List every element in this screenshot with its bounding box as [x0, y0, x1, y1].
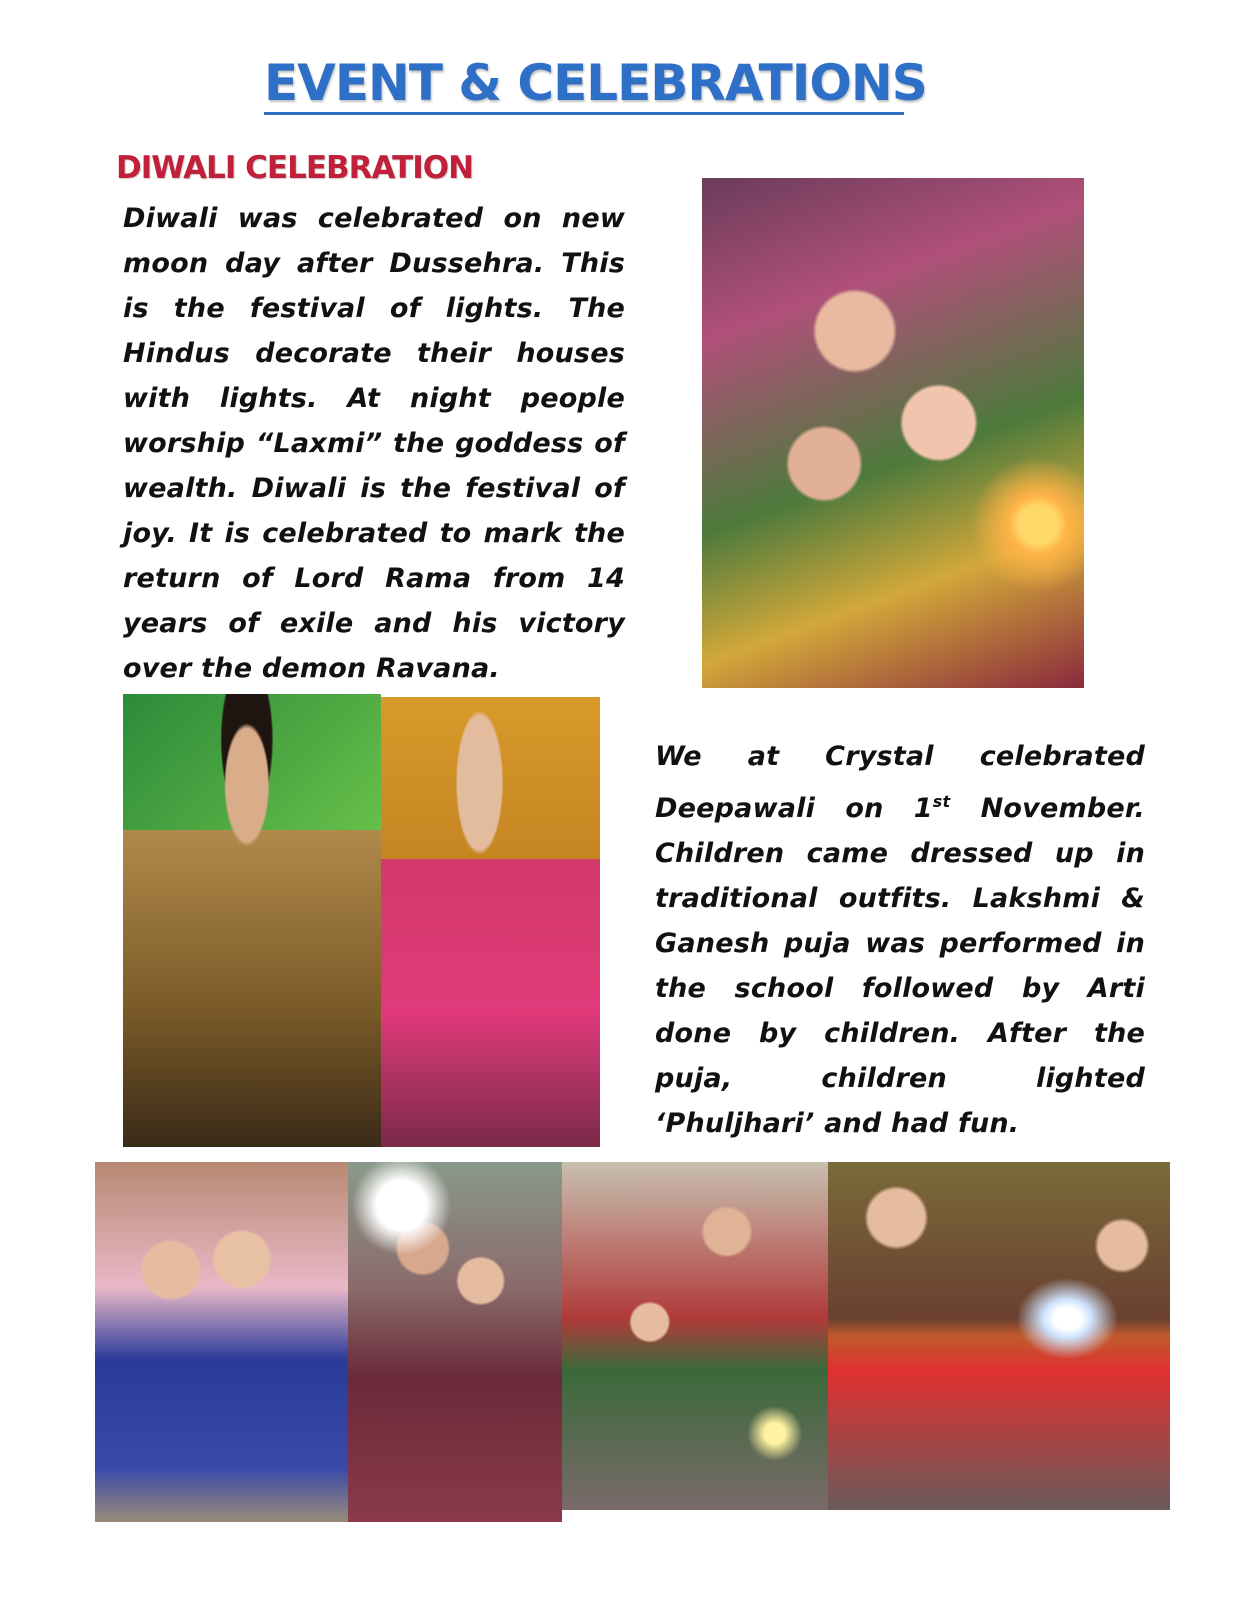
- photo-children-arti: [702, 178, 1084, 688]
- date-ordinal-suffix: st: [932, 792, 951, 811]
- page-title: EVENT & CELEBRATIONS: [264, 56, 904, 115]
- photo-mother-child: [348, 1162, 562, 1522]
- photo-girl-lehenga: [381, 697, 600, 1147]
- photo-group-sparklers: [562, 1162, 828, 1510]
- description-text-part2: November. Children came dressed up in traditional outfits. Lakshmi & Ganesh puja was performed in the school followed by Arti done by children. After the puja, children lighted ‘Phuljhari’ and had fun.: [655, 793, 1145, 1139]
- section-title: DIWALI CELEBRATION: [116, 150, 474, 186]
- photo-boy-kurta: [123, 694, 381, 1147]
- crystal-celebration-description: [655, 734, 1145, 1146]
- photo-toddlers-phuljhari: [828, 1162, 1170, 1510]
- photo-girls-sparklers: [95, 1162, 348, 1522]
- diwali-description: Diwali was celebrated on new moon day after Dussehra. This is the festival of lights. The Hindus decorate their houses with lights. At night people worship “Laxmi” the goddess of wealth. Diwali is the festival of joy. It is celebrated to mark the return of Lord Rama from 14 years of exile and his victory over the demon Ravana.: [123, 203, 625, 684]
- description-text-part1: We at Crystal celebrated Deepawali on 1: [655, 741, 1145, 824]
